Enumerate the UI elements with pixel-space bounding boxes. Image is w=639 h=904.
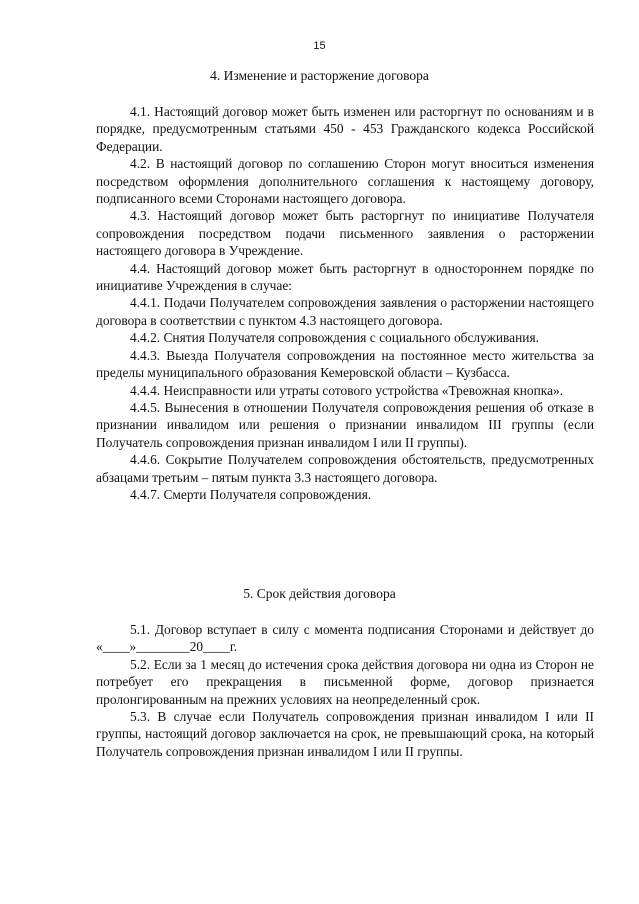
clause-4-3: 4.3. Настоящий договор может быть расторгнут по инициативе Получателя сопровождения посредством подачи письменного заявления о расторжении настоящего договора в Учреждение.	[96, 208, 594, 259]
clause-4-4-7: 4.4.7. Смерти Получателя сопровождения.	[130, 486, 372, 502]
clause-5-1: 5.1. Договор вступает в силу с момента подписания Сторонами и действует до «____»________20____г.	[96, 622, 594, 655]
section-5-title: 5. Срок действия договора	[243, 586, 396, 601]
section-4-body	[96, 103, 594, 503]
clause-4-1: 4.1. Настоящий договор может быть изменен или расторгнут по основаниям и в порядке, предусмотренным статьями 450 - 453 Гражданского кодекса Российской Федерации.	[96, 104, 594, 154]
clause-4-4-5: 4.4.5. Вынесения в отношении Получателя сопровождения решения об отказе в признании инвалидом или решения о признании инвалидом III группы (если Получатель сопровождения признан инвалидом I или II группы).	[96, 399, 594, 450]
page-number: 15	[313, 40, 326, 52]
clause-4-4-1: 4.4.1. Подачи Получателем сопровождения заявления о расторжении настоящего договора в соответствии с пунктом 4.3 настоящего договора.	[96, 295, 594, 328]
clause-4-4-4: 4.4.4. Неисправности или утраты сотового устройства «Тревожная кнопка».	[130, 382, 564, 398]
clause-4-4-2: 4.4.2. Снятия Получателя сопровождения с социального обслуживания.	[130, 330, 539, 346]
section-5-body	[96, 621, 594, 760]
clause-4-4-6: 4.4.6. Сокрытие Получателем сопровождения обстоятельств, предусмотренных абзацами третьим – пятым пункта 3.3 настоящего договора.	[96, 452, 594, 485]
clause-5-2: 5.2. Если за 1 месяц до истечения срока действия договора ни одна из Сторон не потребует его прекращения в письменной форме, договор признается пролонгированным на прежних условиях на неопределенный срок.	[96, 656, 594, 707]
clause-4-2: 4.2. В настоящий договор по соглашению Сторон могут вноситься изменения посредством оформления дополнительного соглашения к настоящему договору, подписанного всеми Сторонами настоящего договора.	[96, 156, 594, 207]
clause-5-3: 5.3. В случае если Получатель сопровождения признан инвалидом I или II группы, настоящий договор заключается на срок, не превышающий срока, на который Получатель сопровождения признан инвалидом I или II группы.	[96, 709, 594, 759]
clause-4-4: 4.4. Настоящий договор может быть расторгнут в одностороннем порядке по инициативе Учреждения в случае:	[96, 260, 594, 294]
clause-4-4-3: 4.4.3. Выезда Получателя сопровождения на постоянное место жительства за пределы муниципального образования Кемеровской области – Кузбасса.	[96, 347, 594, 381]
section-4-title: 4. Изменение и расторжение договора	[210, 68, 429, 83]
